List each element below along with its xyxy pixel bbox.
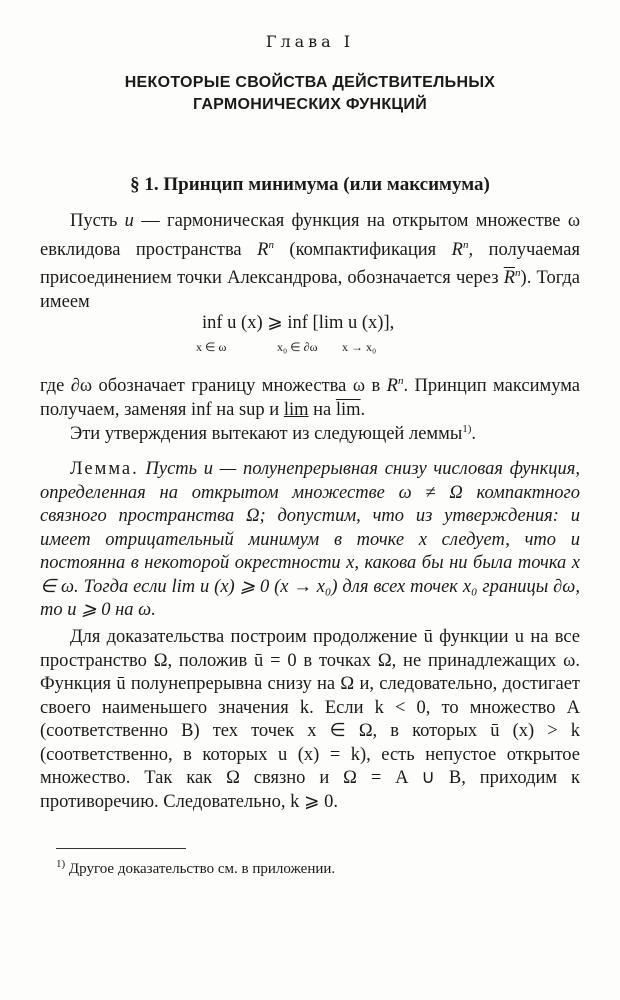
lemma-reference-text: Эти утверждения вытекают из следующей леммы xyxy=(70,424,463,445)
lim-sup-symbol: $\overline{lim}$ xyxy=(335,399,361,420)
intro-exponent-n: n xyxy=(268,238,274,251)
intro-paragraph xyxy=(40,210,580,314)
formula-subscript-inf-2: x₀ ∈ ∂ω xyxy=(277,340,318,354)
lemma-label: Лемма. xyxy=(70,459,139,479)
lemma-paragraph xyxy=(40,458,580,623)
intro-symbol-r-2: R xyxy=(451,239,463,260)
intro-var-u: u xyxy=(124,211,134,231)
boundary-paragraph xyxy=(40,370,580,422)
intro-symbol-r-bar: $\overline{R}$ xyxy=(503,268,516,289)
boundary-exponent-n: n xyxy=(397,375,404,387)
display-formula xyxy=(0,312,620,362)
lemma-reference-end: . xyxy=(471,424,477,445)
lemma-reference-line xyxy=(40,418,580,447)
chapter-heading: Глава I xyxy=(265,32,355,51)
footnote-mark: 1) xyxy=(56,858,66,870)
proof-paragraph: Для доказательства построим продолжение ū функции u на все пространство Ω, положив ū = 0 в точках Ω, не принадлежащих ω. Функция ū полунепрерывна снизу на Ω и, следовательно, достигает своего наименьшего значения k. Если k < 0, то множество A (соответственно B) тех точек x ∈ Ω, в которых ū (x) > k (соответственно, в которых u (x) = k), есть непустое открытое множество. Так как Ω связно и Ω = A ∪ B, приходим к противоречию. Следовательно, k ⩾ 0. xyxy=(40,627,580,812)
chapter-title xyxy=(0,72,620,116)
chapter-title-line-2: ГАРМОНИЧЕСКИХ ФУНКЦИЙ xyxy=(192,96,428,113)
intro-text-2: — гармоническая функция на открытом множестве ω евклидова пространства xyxy=(40,211,581,260)
intro-text-1: Пусть xyxy=(70,211,125,231)
footnote-divider xyxy=(56,848,186,849)
intro-exponent-n-3: n xyxy=(515,267,521,280)
footnote-reference-mark: 1) xyxy=(462,423,472,435)
chapter-title-line-1: НЕКОТОРЫЕ СВОЙСТВА ДЕЙСТВИТЕЛЬНЫХ xyxy=(124,74,496,91)
formula-main: inf u (x) ⩾ inf [lim u (x)], xyxy=(202,313,395,333)
boundary-symbol-r: R xyxy=(386,376,398,397)
boundary-text-2: . Принцип максимума получаем, заменяя inf на sup и xyxy=(40,376,580,420)
intro-text-5: ). Тогда имеем xyxy=(40,268,580,312)
boundary-text-4: . xyxy=(360,399,366,420)
section-heading: § 1. Принцип минимума (или максимума) xyxy=(130,174,490,195)
footnote xyxy=(56,858,576,878)
formula-subscript-inf: x ∈ ω xyxy=(196,340,227,354)
lemma-statement: Пусть u — полунепрерывная снизу числовая функция, определенная на открытом множестве ω ≠ Ω компактного связного пространства Ω; допустим, что из утверждения: u имеет отрицательный минимум в точке x следует, что u постоянна в некоторой окрестности x, какова бы ни была точка x ∈ ω. Тогда если lim u (x) ⩾ 0 (x → x₀) для всех точек x₀ границы ∂ω, то u ⩾ 0 на ω. xyxy=(40,459,580,620)
boundary-text-1: где ∂ω обозначает границу множества ω в xyxy=(40,376,387,397)
formula-subscript-lim: x → x₀ xyxy=(342,340,377,354)
intro-text-4: , получаемая присоединением точки Александрова, обозначается через xyxy=(40,239,580,289)
intro-exponent-n-2: n xyxy=(462,238,469,251)
boundary-text-3: на xyxy=(308,399,336,420)
lim-inf-symbol: lim xyxy=(283,399,309,420)
footnote-text: Другое доказательство см. в приложении. xyxy=(65,861,336,877)
intro-symbol-r: R xyxy=(257,239,269,260)
intro-text-3: (компактификация xyxy=(273,239,452,260)
